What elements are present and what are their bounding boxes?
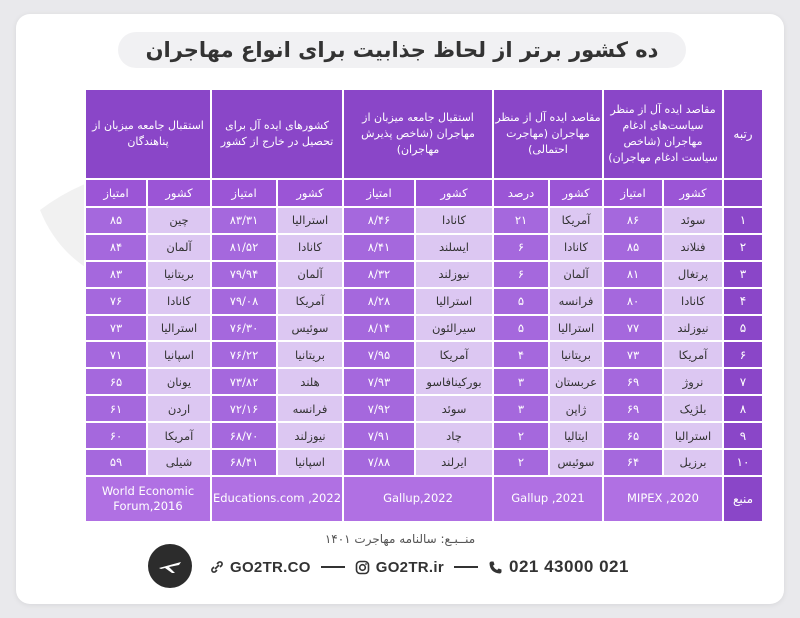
- score-cell: ۶۵: [85, 368, 147, 395]
- rank-subheader: [723, 179, 763, 207]
- country-cell: سوئد: [663, 207, 723, 234]
- score-cell: ۸/۴۱: [343, 234, 415, 261]
- score-cell: ۸۵: [603, 234, 663, 261]
- country-cell: نیوزلند: [415, 261, 493, 288]
- country-cell: اسپانیا: [277, 449, 343, 476]
- score-cell: ۳: [493, 368, 549, 395]
- country-cell: بریتانیا: [147, 261, 211, 288]
- score-cell: ۶۹: [603, 368, 663, 395]
- score-cell: ۸۳/۳۱: [211, 207, 277, 234]
- study-header: کشورهای ایده آل برای تحصیل در خارج از کشور: [211, 89, 343, 179]
- rank-cell: ۱: [723, 207, 763, 234]
- score-cell: ۲: [493, 449, 549, 476]
- score-cell: ۶۸/۴۱: [211, 449, 277, 476]
- country-cell: فرانسه: [549, 288, 603, 315]
- score-cell: ۸/۳۲: [343, 261, 415, 288]
- score-cell: ۸/۴۶: [343, 207, 415, 234]
- link-icon: [210, 560, 224, 574]
- country-cell: یونان: [147, 368, 211, 395]
- country-cell: استرالیا: [415, 288, 493, 315]
- country-cell: برزیل: [663, 449, 723, 476]
- score-cell: ۳: [493, 395, 549, 422]
- table-row: [85, 395, 763, 422]
- source-row: [85, 476, 763, 522]
- table-row: [85, 234, 763, 261]
- country-cell: آلمان: [277, 261, 343, 288]
- score-cell: ۸/۱۴: [343, 315, 415, 342]
- score-cell: ۲۱: [493, 207, 549, 234]
- rank-cell: ۱۰: [723, 449, 763, 476]
- score-cell: ۸۵: [85, 207, 147, 234]
- source-label: منبع: [723, 476, 763, 522]
- country-cell: کانادا: [415, 207, 493, 234]
- source-gallup-2021: Gallup ,2021: [493, 476, 603, 522]
- score-cell: ۶۰: [85, 422, 147, 449]
- rank-cell: ۳: [723, 261, 763, 288]
- phone-item[interactable]: [488, 557, 629, 577]
- source-wef: World Economic Forum,2016: [85, 476, 211, 522]
- source-mipex: MIPEX ,2020: [603, 476, 723, 522]
- rank-cell: ۵: [723, 315, 763, 342]
- header-row: [85, 89, 763, 179]
- source-educations: Educations.com ,2022: [211, 476, 343, 522]
- source-note: منــبـع: سالنامه مهاجرت ۱۴۰۱: [324, 532, 476, 546]
- country-cell: آلمان: [147, 234, 211, 261]
- score-cell: ۷/۹۱: [343, 422, 415, 449]
- score-cell: ۷۳/۸۲: [211, 368, 277, 395]
- website-item[interactable]: [210, 559, 311, 576]
- country-cell: ژاپن: [549, 395, 603, 422]
- score-cell: ۵۹: [85, 449, 147, 476]
- divider: [454, 566, 478, 568]
- score-cell: ۷۷: [603, 315, 663, 342]
- rank-cell: ۷: [723, 368, 763, 395]
- phone-text: 021 43000 021: [509, 557, 629, 576]
- score-cell: ۸/۲۸: [343, 288, 415, 315]
- country-cell: آمریکا: [415, 341, 493, 368]
- country-cell: سیرالئون: [415, 315, 493, 342]
- country-cell: چین: [147, 207, 211, 234]
- country-cell: نروژ: [663, 368, 723, 395]
- country-cell: کانادا: [663, 288, 723, 315]
- score-cell: ۸۳: [85, 261, 147, 288]
- country-cell: آمریکا: [663, 341, 723, 368]
- country-cell: بورکینافاسو: [415, 368, 493, 395]
- table-row: [85, 422, 763, 449]
- country-cell: کانادا: [147, 288, 211, 315]
- go2tr-logo: [148, 544, 192, 588]
- score-cell: ۸۴: [85, 234, 147, 261]
- score-cell: ۵: [493, 288, 549, 315]
- rank-cell: ۴: [723, 288, 763, 315]
- subheader-country: کشور: [147, 179, 211, 207]
- score-cell: ۸۱: [603, 261, 663, 288]
- rank-cell: ۲: [723, 234, 763, 261]
- source-gallup-2022: Gallup,2022: [343, 476, 493, 522]
- country-cell: پرتغال: [663, 261, 723, 288]
- integration-header: مقاصد ایده آل از منظر سیاست‌های ادغام مهاجران (شاخص سیاست ادغام مهاجران): [603, 89, 723, 179]
- score-cell: ۷۳: [603, 341, 663, 368]
- rank-cell: ۸: [723, 395, 763, 422]
- country-cell: آمریکا: [549, 207, 603, 234]
- score-cell: ۶۱: [85, 395, 147, 422]
- score-cell: ۸۱/۵۲: [211, 234, 277, 261]
- score-cell: ۶۸/۷۰: [211, 422, 277, 449]
- country-cell: نیوزلند: [663, 315, 723, 342]
- table-row: [85, 207, 763, 234]
- table-row: [85, 315, 763, 342]
- country-cell: ایتالیا: [549, 422, 603, 449]
- country-cell: سوئیس: [549, 449, 603, 476]
- instagram-item[interactable]: [355, 559, 444, 576]
- subheader-row: [85, 179, 763, 207]
- country-cell: استرالیا: [147, 315, 211, 342]
- rank-header: رتبه: [723, 89, 763, 179]
- subheader-score: امتیاز: [211, 179, 277, 207]
- country-cell: ایسلند: [415, 234, 493, 261]
- score-cell: ۶: [493, 261, 549, 288]
- rank-cell: ۶: [723, 341, 763, 368]
- country-cell: استرالیا: [277, 207, 343, 234]
- score-cell: ۲: [493, 422, 549, 449]
- website-text: GO2TR.CO: [230, 558, 311, 576]
- country-cell: استرالیا: [663, 422, 723, 449]
- score-cell: ۷/۹۵: [343, 341, 415, 368]
- divider: [321, 566, 345, 568]
- country-cell: چاد: [415, 422, 493, 449]
- airplane-logo-icon: [155, 551, 185, 581]
- country-cell: سوئیس: [277, 315, 343, 342]
- page-title: ده کشور برتر از لحاظ جذابیت برای انواع مهاجران: [145, 38, 659, 62]
- migrants-header: مقاصد ایده آل از منظر مهاجران (مهاجرت احتمالی): [493, 89, 603, 179]
- score-cell: ۸۰: [603, 288, 663, 315]
- country-cell: ایرلند: [415, 449, 493, 476]
- table-row: [85, 341, 763, 368]
- country-cell: سوئد: [415, 395, 493, 422]
- contact-bar: [210, 556, 629, 578]
- country-cell: کانادا: [549, 234, 603, 261]
- country-cell: آلمان: [549, 261, 603, 288]
- score-cell: ۷۶/۳۰: [211, 315, 277, 342]
- score-cell: ۴: [493, 341, 549, 368]
- country-cell: بریتانیا: [277, 341, 343, 368]
- phone-icon: [488, 560, 503, 575]
- subheader-country: کشور: [663, 179, 723, 207]
- score-cell: ۷۲/۱۶: [211, 395, 277, 422]
- country-cell: شیلی: [147, 449, 211, 476]
- subheader-percent: درصد: [493, 179, 549, 207]
- subheader-country: کشور: [415, 179, 493, 207]
- table-row: [85, 261, 763, 288]
- score-cell: ۷۹/۰۸: [211, 288, 277, 315]
- table-row: [85, 449, 763, 476]
- score-cell: ۷۶/۲۲: [211, 341, 277, 368]
- score-cell: ۵: [493, 315, 549, 342]
- subheader-country: کشور: [277, 179, 343, 207]
- country-cell: فرانسه: [277, 395, 343, 422]
- score-cell: ۷/۹۲: [343, 395, 415, 422]
- country-cell: استرالیا: [549, 315, 603, 342]
- instagram-icon: [355, 560, 370, 575]
- country-cell: عربستان: [549, 368, 603, 395]
- refugees-header: استقبال جامعه میزبان از پناهندگان: [85, 89, 211, 179]
- acceptance-header: استقبال جامعه میزبان از مهاجران (شاخص پذیرش مهاجران): [343, 89, 493, 179]
- score-cell: ۷۹/۹۴: [211, 261, 277, 288]
- country-cell: آمریکا: [277, 288, 343, 315]
- subheader-score: امتیاز: [343, 179, 415, 207]
- country-cell: فنلاند: [663, 234, 723, 261]
- table-row: [85, 368, 763, 395]
- instagram-text: GO2TR.ir: [375, 558, 444, 576]
- score-cell: ۶۵: [603, 422, 663, 449]
- score-cell: ۷۶: [85, 288, 147, 315]
- country-cell: کانادا: [277, 234, 343, 261]
- data-table: [84, 88, 764, 523]
- score-cell: ۶: [493, 234, 549, 261]
- country-cell: اردن: [147, 395, 211, 422]
- score-cell: ۶۹: [603, 395, 663, 422]
- score-cell: ۷۱: [85, 341, 147, 368]
- subheader-score: امتیاز: [603, 179, 663, 207]
- country-cell: بریتانیا: [549, 341, 603, 368]
- country-cell: اسپانیا: [147, 341, 211, 368]
- country-cell: بلژیک: [663, 395, 723, 422]
- table-row: [85, 288, 763, 315]
- score-cell: ۶۴: [603, 449, 663, 476]
- country-cell: هلند: [277, 368, 343, 395]
- score-cell: ۷/۹۳: [343, 368, 415, 395]
- score-cell: ۸۶: [603, 207, 663, 234]
- score-cell: ۷/۸۸: [343, 449, 415, 476]
- rank-cell: ۹: [723, 422, 763, 449]
- title-banner: [118, 32, 686, 68]
- country-cell: نیوزلند: [277, 422, 343, 449]
- subheader-score: امتیاز: [85, 179, 147, 207]
- country-cell: آمریکا: [147, 422, 211, 449]
- subheader-country: کشور: [549, 179, 603, 207]
- score-cell: ۷۳: [85, 315, 147, 342]
